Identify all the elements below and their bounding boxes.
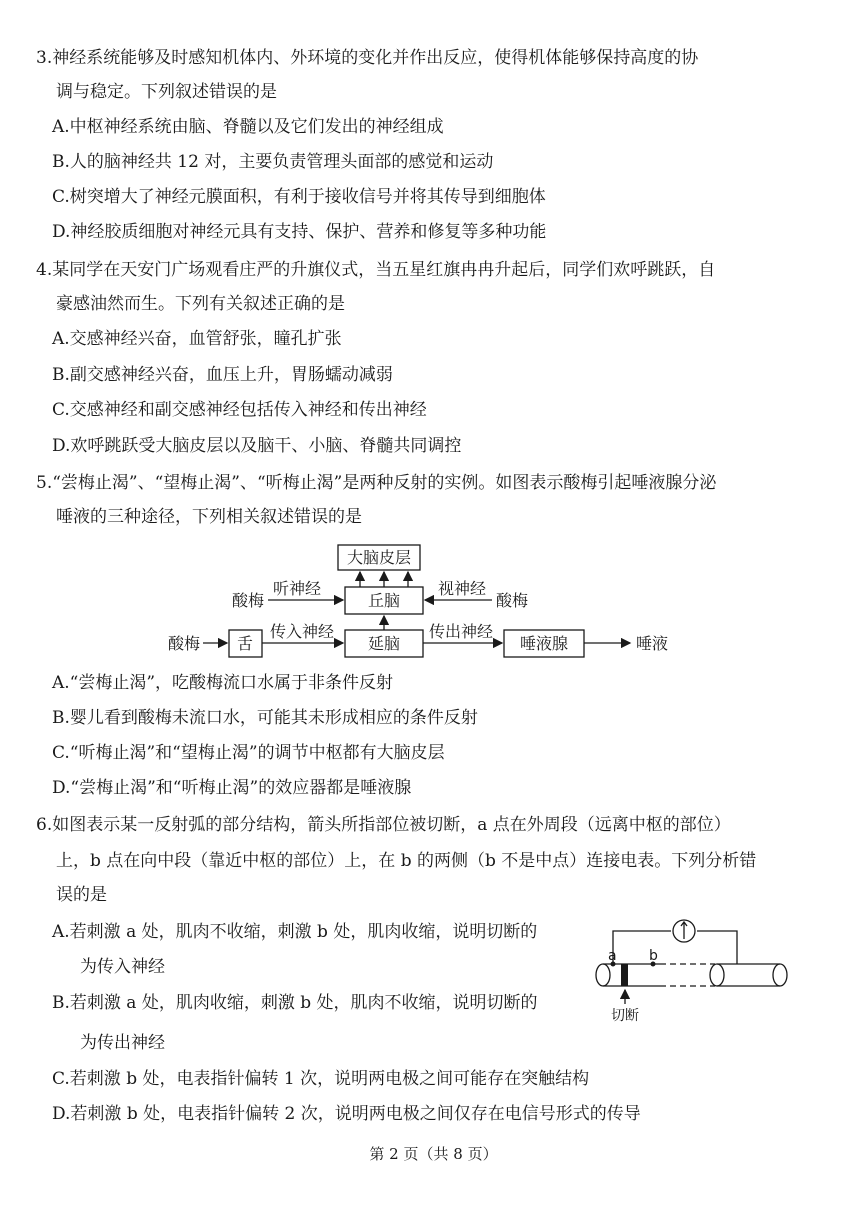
- q3-option-c: C.树突增大了神经元膜面积，有利于接收信号并将其传导到细胞体: [52, 187, 546, 207]
- q5-stem-line-1: 5.“尝梅止渴”、“望梅止渴”、“听梅止渴”是两种反射的实例。如图表示酸梅引起唾液腺分泌: [36, 473, 717, 493]
- q6-option-a-line-2: 为传入神经: [80, 957, 165, 977]
- page-footer: 第 2 页（共 8 页）: [369, 1145, 498, 1163]
- gland-label: 唾液腺: [519, 634, 569, 653]
- saliva-label: 唾液: [636, 634, 669, 653]
- thalamus-label: 丘脑: [367, 591, 401, 610]
- q5-option-d: D.“尝梅止渴”和“听梅止渴”的效应器都是唾液腺: [52, 778, 412, 798]
- medulla-label: 延脑: [367, 634, 401, 653]
- q5-option-a: A.“尝梅止渴”，吃酸梅流口水属于非条件反射: [52, 673, 394, 693]
- q3-option-d: D.神经胶质细胞对神经元具有支持、保护、营养和修复等多种功能: [52, 222, 547, 242]
- sour-bottom-label: 酸梅: [168, 634, 201, 653]
- q5-option-b: B.婴儿看到酸梅未流口水，可能其未形成相应的条件反射: [52, 708, 478, 728]
- cut-block: [621, 964, 628, 986]
- q5-stem-line-2: 唾液的三种途径，下列相关叙述错误的是: [56, 507, 362, 527]
- q4-option-a: A.交感神经兴奋，血管舒张，瞳孔扩张: [52, 329, 342, 349]
- q6-option-b-line-2: 为传出神经: [80, 1033, 165, 1053]
- sour-left-label: 酸梅: [232, 591, 265, 610]
- q4-stem-line-1: 4.某同学在天安门广场观看庄严的升旗仪式，当五星红旗冉冉升起后，同学们欢呼跳跃，自: [36, 260, 716, 280]
- cut-label: 切断: [611, 1008, 639, 1024]
- q6-option-b-line-1: B.若刺激 a 处，肌肉收缩，刺激 b 处，肌肉不收缩，说明切断的: [52, 993, 538, 1013]
- q4-option-b: B.副交感神经兴奋，血压上升，胃肠蠕动减弱: [52, 365, 393, 385]
- afferent-nerve-label: 传入神经: [270, 622, 335, 641]
- point-b-label: b: [649, 948, 658, 964]
- point-a-label: a: [608, 948, 617, 964]
- q4-option-c: C.交感神经和副交感神经包括传入神经和传出神经: [52, 400, 427, 420]
- sour-right-label: 酸梅: [496, 591, 529, 610]
- q5-option-c: C.“听梅止渴”和“望梅止渴”的调节中枢都有大脑皮层: [52, 743, 445, 763]
- q4-stem-line-2: 豪感油然而生。下列有关叙述正确的是: [56, 294, 345, 314]
- q6-stem-line-3: 误的是: [56, 885, 107, 905]
- q4-option-d: D.欢呼跳跃受大脑皮层以及脑干、小脑、脊髓共同调控: [52, 436, 462, 456]
- q6-stem-line-1: 6.如图表示某一反射弧的部分结构，箭头所指部位被切断，a 点在外周段（远离中枢的部位）: [36, 815, 731, 835]
- optic-nerve-label: 视神经: [438, 579, 487, 598]
- cortex-label: 大脑皮层: [346, 548, 412, 567]
- q6-option-a-line-1: A.若刺激 a 处，肌肉不收缩，刺激 b 处，肌肉收缩，说明切断的: [52, 922, 538, 942]
- efferent-nerve-label: 传出神经: [429, 622, 494, 641]
- q6-option-d: D.若刺激 b 处，电表指针偏转 2 次，说明两电极之间仅存在电信号形式的传导: [52, 1104, 641, 1124]
- q3-stem-line-1: 3.神经系统能够及时感知机体内、外环境的变化并作出反应，使得机体能够保持高度的协: [36, 48, 699, 68]
- q3-option-a: A.中枢神经系统由脑、脊髓以及它们发出的神经组成: [52, 117, 444, 137]
- nerve-figure: [575, 900, 805, 1025]
- tongue-label: 舌: [236, 634, 254, 653]
- q6-option-c: C.若刺激 b 处，电表指针偏转 1 次，说明两电极之间可能存在突触结构: [52, 1069, 590, 1089]
- q3-option-b: B.人的脑神经共 12 对，主要负责管理头面部的感觉和运动: [52, 152, 494, 172]
- q3-stem-line-2: 调与稳定。下列叙述错误的是: [56, 82, 277, 102]
- auditory-nerve-label: 听神经: [273, 579, 322, 598]
- q6-stem-line-2: 上，b 点在向中段（靠近中枢的部位）上，在 b 的两侧（b 不是中点）连接电表。下列分析错: [56, 851, 757, 871]
